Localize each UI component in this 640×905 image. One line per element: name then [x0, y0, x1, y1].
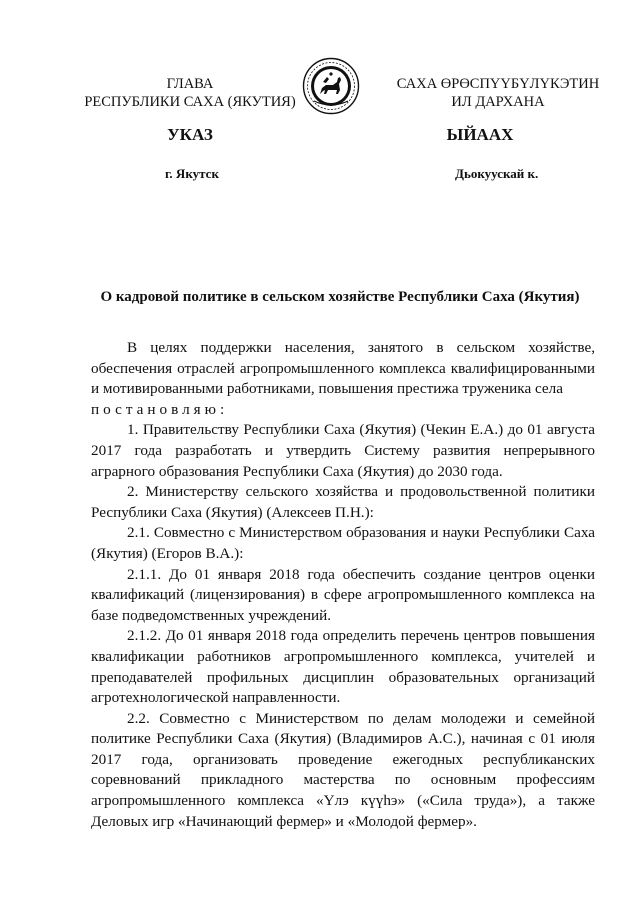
paragraph-item-2-1-1: 2.1.1. До 01 января 2018 года обеспечить создание центров оценки квалификаций (лицензирования) в сфере агропромышленного комплекса на базе подведомственных учреждений. [91, 565, 595, 624]
paragraph-item-2: 2. Министерству сельского хозяйства и продовольственной политики Республики Саха (Якутия) (Алексеев П.Н.): [91, 483, 595, 521]
issuer-left-block [60, 75, 320, 111]
issuer-left-line1: ГЛАВА [166, 76, 214, 92]
paragraph-item-1: 1. Правительству Республики Саха (Якутия) (Чекин Е.А.) до 01 августа 2017 года разработать и утвердить Систему развития непрерывного аграрного образования Республики Саха (Якутия) до 2030 года. [91, 421, 595, 480]
paragraph-item-2-2: 2.2. Совместно с Министерством по делам молодежи и семейной политике Республики Саха (Якутия) (Владимиров А.С.), начиная с 01 июля 2017 года, организовать проведение ежегодных республиканских соревнований прикладного мастерства по основным профессиям агропромышленного комплекса «Үлэ күүһэ» («Сила труда»), а также Деловых игр «Начинающий фермер» и «Молодой фермер». [91, 709, 595, 830]
paragraph-preamble: В целях поддержки населения, занятого в сельском хозяйстве, обеспечения отраслей агропромышленного комплекса квалифицированными и мотивированными работниками, повышения престижа труженика села [91, 339, 595, 398]
decree-word: постановляю: [91, 400, 229, 418]
city-yakut: Дьокуускай к. [455, 166, 539, 181]
paragraph-item-2-1-2: 2.1.2. До 01 января 2018 года определить перечень центров повышения квалификации работников агропромышленного комплекса, учителей и преподавателей профильных дисциплин образовательных организаций агротехнологической направленности. [91, 627, 595, 707]
issuer-right-line2: ИЛ ДАРХАНА [451, 94, 545, 110]
paragraph-item-2-1: 2.1. Совместно с Министерством образования и науки Республики Саха (Якутия) (Егоров В.А.): [91, 524, 595, 562]
document-body [91, 338, 595, 832]
decree-title-yakut: ЫЙААХ [446, 125, 514, 144]
decree-title-russian: УКАЗ [167, 125, 213, 144]
issuer-right-line1: САХА ӨРӨСПҮҮБҮЛҮКЭТИН [396, 76, 600, 92]
document-title: О кадровой политике в сельском хозяйстве Республики Саха (Якутия) [100, 289, 580, 305]
coat-of-arms-icon [302, 57, 360, 115]
issuer-left-line2: РЕСПУБЛИКИ САХА (ЯКУТИЯ) [84, 94, 296, 110]
issuer-right-block [388, 75, 608, 111]
city-russian: г. Якутск [165, 166, 219, 181]
